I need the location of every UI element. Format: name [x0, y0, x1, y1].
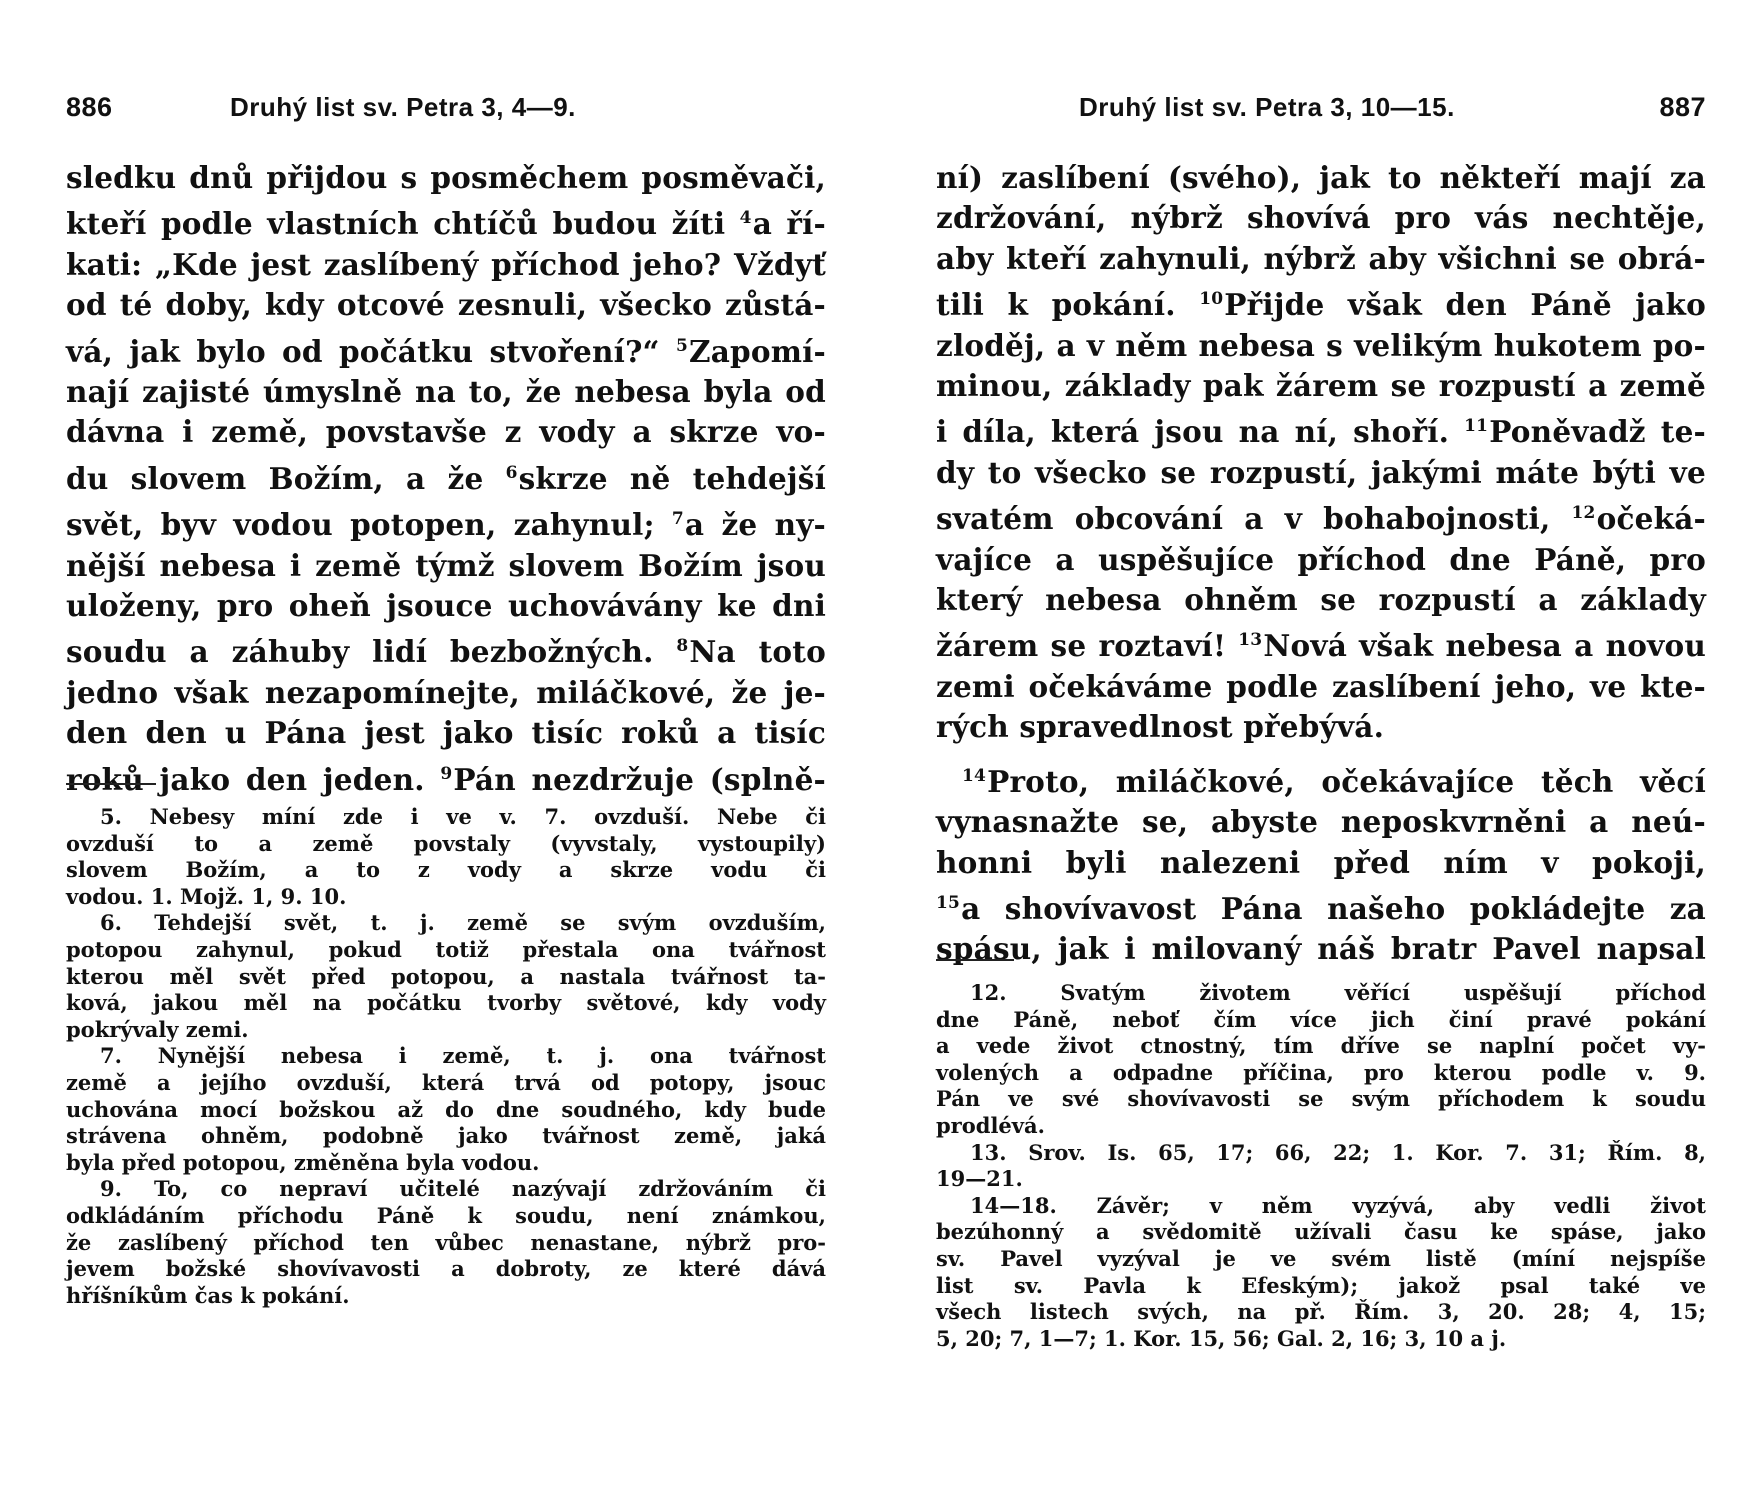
footnote-line: [66, 937, 826, 964]
text-line: [936, 366, 1706, 406]
verse-number: 12: [1571, 503, 1596, 524]
footnote-line: [936, 1193, 1706, 1220]
line-text: volených a odpadne příčina, pro kterou podle v. 9.: [936, 1059, 1706, 1085]
line-text: ovzduší to a země povstaly (vyvstaly, vystoupily): [66, 830, 826, 856]
line-text: Pán ve své shovívavosti se svým příchodem k soudu: [936, 1086, 1706, 1112]
text-line: [66, 713, 826, 753]
main-text: [936, 158, 1706, 970]
verse-number: 7: [671, 509, 684, 530]
text-line: [936, 453, 1706, 493]
text-line: [66, 586, 826, 626]
footnote-separator: [66, 783, 156, 785]
text-line: [936, 326, 1706, 366]
footnote-line: [936, 1007, 1706, 1034]
line-text: byla před potopou, změněna byla vodou.: [66, 1149, 540, 1175]
line-text: který nebesa ohněm se rozpustí a základy: [936, 582, 1706, 618]
text-line: [66, 754, 826, 800]
line-text: a vede život ctnostný, tím dříve se naplní počet vy-: [936, 1033, 1706, 1059]
line-text: Na toto: [689, 634, 826, 670]
line-text: dávna i země, povstavše z vody a skrze vo-: [66, 414, 826, 450]
line-text: dne Páně, neboť čím více jich činí pravé pokání: [936, 1006, 1706, 1032]
footnote-line: [936, 1166, 1706, 1193]
line-text: 5. Nebesy míní zde i ve v. 7. ovzduší. Nebe či: [100, 804, 826, 829]
text-line: [66, 158, 826, 198]
line-text: svět, byv vodou potopen, zahynul;: [66, 507, 672, 543]
line-text: potopou zahynul, pokud totiž přestala ona tvářnost: [66, 936, 826, 962]
line-text: Zapomí-: [688, 333, 826, 369]
running-title: Druhý list sv. Petra 3, 4—9.: [230, 92, 576, 122]
footnotes: [936, 980, 1706, 1352]
line-text: bezúhonný a svědomitě užívali času ke spáse, jako: [936, 1219, 1706, 1245]
text-line: [936, 406, 1706, 452]
verse-number: 8: [676, 636, 689, 657]
footnote-line: [66, 1230, 826, 1257]
text-line: [66, 673, 826, 713]
footnote-line: [66, 831, 826, 858]
line-text: očeká-: [1596, 501, 1706, 537]
line-text: všech listech svých, na př. Řím. 3, 20. 28; 4, 15;: [936, 1299, 1706, 1325]
line-text: jedno však nezapomínejte, miláčkové, že je-: [66, 674, 826, 710]
footnote-line: [936, 1060, 1706, 1087]
main-text: [66, 158, 826, 800]
footnote-line: [66, 990, 826, 1017]
line-text: honni byli nalezeni před ním v pokoji,: [936, 844, 1706, 880]
footnote-line: [66, 1283, 826, 1310]
footnote-line: [936, 1086, 1706, 1113]
line-text: 9. To, co nepraví učitelé nazývají zdržováním či: [100, 1176, 826, 1202]
line-text: svatém obcování a v bohabojnosti,: [936, 501, 1572, 537]
footnote-line: [66, 1203, 826, 1230]
left-page-header: [66, 92, 822, 132]
line-text: Proto, miláčkové, očekávajíce těch věcí: [987, 763, 1706, 799]
text-line: [936, 158, 1706, 198]
line-text: vajíce a uspěšujíce příchod dne Páně, pro: [936, 541, 1706, 577]
line-text: že zaslíbený příchod ten vůbec nenastane, nýbrž pro-: [66, 1229, 826, 1255]
line-text: odkládáním příchodu Páně k soudu, není známkou,: [66, 1202, 826, 1228]
line-text: minou, základy pak žárem se rozpustí a země: [936, 368, 1706, 404]
line-text: nají zajisté úmyslně na to, že nebesa byla od: [66, 374, 826, 410]
line-text: aby kteří zahynuli, nýbrž aby všichni se obrá-: [936, 240, 1706, 276]
line-text: 6. Tehdejší svět, t. j. země se svým ovzduším,: [100, 910, 826, 936]
line-text: soudu a záhuby lidí bezbožných.: [66, 634, 677, 670]
footnote-line: [936, 1326, 1706, 1353]
line-text: ková, jakou měl na počátku tvorby světové, kdy vody: [66, 990, 826, 1016]
text-line: [66, 546, 826, 586]
text-line: [936, 667, 1706, 707]
line-text: Poněvadž te-: [1489, 414, 1707, 450]
footnote-line: [66, 964, 826, 991]
line-text: vodou. 1. Mojž. 1, 9. 10.: [66, 883, 347, 909]
line-text: tili k pokání.: [936, 287, 1200, 323]
footnote-line: [936, 1219, 1706, 1246]
text-line: [936, 493, 1706, 539]
line-text: prodlévá.: [936, 1112, 1045, 1138]
text-line: [66, 412, 826, 452]
verse-number: 10: [1199, 289, 1224, 310]
line-text: spásu, jak i milovaný náš bratr Pavel napsal: [936, 931, 1706, 967]
line-text: uchována mocí božskou až do dne soudného, kdy bude: [66, 1096, 826, 1122]
text-line: [936, 883, 1706, 929]
line-text: od té doby, kdy otcové zesnuli, všecko zůstá-: [66, 287, 826, 323]
verse-number: 14: [962, 765, 987, 786]
footnote-line: [66, 1176, 826, 1203]
text-line: [66, 326, 826, 372]
line-text: i díla, která jsou na ní, shoří.: [936, 414, 1465, 450]
text-line: [66, 285, 826, 325]
line-text: 7. Nynější nebesa i země, t. j. ona tvářnost: [100, 1043, 826, 1069]
footnote-line: [66, 1097, 826, 1124]
line-text: a shovívavost Pána našeho pokládejte za: [961, 890, 1706, 926]
line-text: roků jako den jeden.: [66, 761, 441, 797]
line-text: zloděj, a v něm nebesa s velikým hukotem po-: [936, 327, 1706, 363]
line-text: země a jejího ovzduší, která trvá od potopy, jsouc: [66, 1069, 826, 1095]
text-line: [936, 802, 1706, 842]
text-line: [936, 198, 1706, 238]
footnote-line: [66, 1256, 826, 1283]
text-line: [936, 580, 1706, 620]
footnote-line: [936, 1033, 1706, 1060]
line-text: vá, jak bylo od počátku stvoření?“: [66, 333, 676, 369]
text-line: [66, 245, 826, 285]
line-text: Nová však nebesa a novou: [1263, 628, 1706, 664]
line-text: sv. Pavel vyzýval je ve svém listě (míní nejspíše: [936, 1245, 1706, 1271]
line-text: jevem božské shovívavosti a dobroty, ze které dává: [66, 1256, 826, 1282]
line-text: dy to všecko se rozpustí, jakými máte býti ve: [936, 454, 1706, 490]
line-text: hříšníkům čas k pokání.: [66, 1282, 350, 1308]
line-text: strávena ohněm, podobně jako tvářnost země, jaká: [66, 1123, 826, 1149]
text-line: [66, 372, 826, 412]
footnote-line: [66, 804, 826, 831]
line-text: den den u Pána jest jako tisíc roků a tisíc: [66, 715, 826, 751]
line-text: nější nebesa i země týmž slovem Božím jsou: [66, 547, 826, 583]
text-line: [936, 239, 1706, 279]
footnote-line: [66, 857, 826, 884]
line-text: ní) zaslíbení (svého), jak to někteří mají za: [936, 160, 1706, 195]
footnote-line: [66, 884, 826, 911]
text-line: [936, 756, 1706, 802]
text-line: [66, 198, 826, 244]
line-text: 19—21.: [936, 1166, 1023, 1192]
text-line: [936, 540, 1706, 580]
page-number: 887: [1659, 92, 1706, 122]
line-text: list sv. Pavla k Efeským); jakož psal také ve: [936, 1272, 1706, 1298]
footnote-line: [936, 1140, 1706, 1167]
line-text: kterou měl svět před potopou, a nastala tvářnost ta-: [66, 963, 826, 989]
footnote-line: [66, 1043, 826, 1070]
line-text: uloženy, pro oheň jsouce uchovávány ke dni: [66, 588, 826, 624]
text-line: [66, 499, 826, 545]
line-text: 12. Svatým životem věřící uspěšují příchod: [970, 980, 1706, 1005]
page-number: 886: [66, 92, 113, 122]
text-line: [936, 843, 1706, 883]
line-text: skrze ně tehdejší: [518, 460, 827, 496]
line-text: a že ny-: [684, 507, 826, 543]
footnote-line: [936, 1113, 1706, 1140]
right-page-header: [936, 92, 1706, 132]
line-text: Pán nezdržuje (splně-: [453, 761, 826, 797]
footnotes: [66, 804, 826, 1309]
footnote-line: [66, 1123, 826, 1150]
line-text: du slovem Božím, a že: [66, 460, 506, 496]
footnote-line: [66, 910, 826, 937]
line-text: a ří-: [752, 206, 826, 242]
footnote-line: [936, 1273, 1706, 1300]
verse-number: 13: [1238, 630, 1263, 651]
line-text: rých spravedlnost přebývá.: [936, 709, 1385, 745]
line-text: 14—18. Závěr; v něm vyzývá, aby vedli život: [970, 1192, 1706, 1218]
verse-number: 11: [1464, 416, 1489, 437]
footnote-line: [936, 1246, 1706, 1273]
line-text: zdržování, nýbrž shovívá pro vás nechtěje,: [936, 200, 1706, 236]
line-text: Přijde však den Páně jako: [1224, 287, 1707, 323]
line-text: 13. Srov. Is. 65, 17; 66, 22; 1. Kor. 7. 31; Řím. 8,: [970, 1139, 1706, 1165]
text-line: [936, 707, 1706, 747]
line-text: žárem se roztaví!: [936, 628, 1239, 664]
text-line: [936, 620, 1706, 666]
verse-number: 5: [675, 335, 688, 356]
line-text: kati: „Kde jest zaslíbený příchod jeho? Vždyť: [66, 246, 826, 282]
line-text: vynasnažte se, abyste neposkvrněni a neú-: [936, 804, 1706, 840]
verse-number: 6: [505, 462, 518, 483]
verse-number: 15: [936, 892, 961, 913]
line-text: pokrývaly zemi.: [66, 1016, 249, 1042]
footnote-line: [936, 1299, 1706, 1326]
line-text: 5, 20; 7, 1—7; 1. Kor. 15, 56; Gal. 2, 16; 3, 10 a j.: [936, 1325, 1507, 1351]
footnote-line: [66, 1017, 826, 1044]
footnote-line: [66, 1070, 826, 1097]
line-text: kteří podle vlastních chtíčů budou žíti: [66, 206, 740, 242]
verse-number: 4: [739, 208, 752, 229]
running-title: Druhý list sv. Petra 3, 10—15.: [1079, 92, 1455, 122]
text-line: [936, 929, 1706, 969]
text-line: [66, 453, 826, 499]
right-page: [876, 0, 1752, 1500]
footnote-line: [66, 1150, 826, 1177]
line-text: zemi očekáváme podle zaslíbení jeho, ve kte-: [936, 668, 1706, 704]
footnote-line: [936, 980, 1706, 1007]
verse-number: 9: [440, 763, 453, 784]
line-text: sledku dnů přijdou s posměchem posměvači,: [66, 160, 826, 195]
text-line: [936, 279, 1706, 325]
text-line: [66, 626, 826, 672]
line-text: slovem Božím, a to z vody a skrze vodu či: [66, 857, 826, 883]
footnote-separator: [936, 959, 1014, 961]
